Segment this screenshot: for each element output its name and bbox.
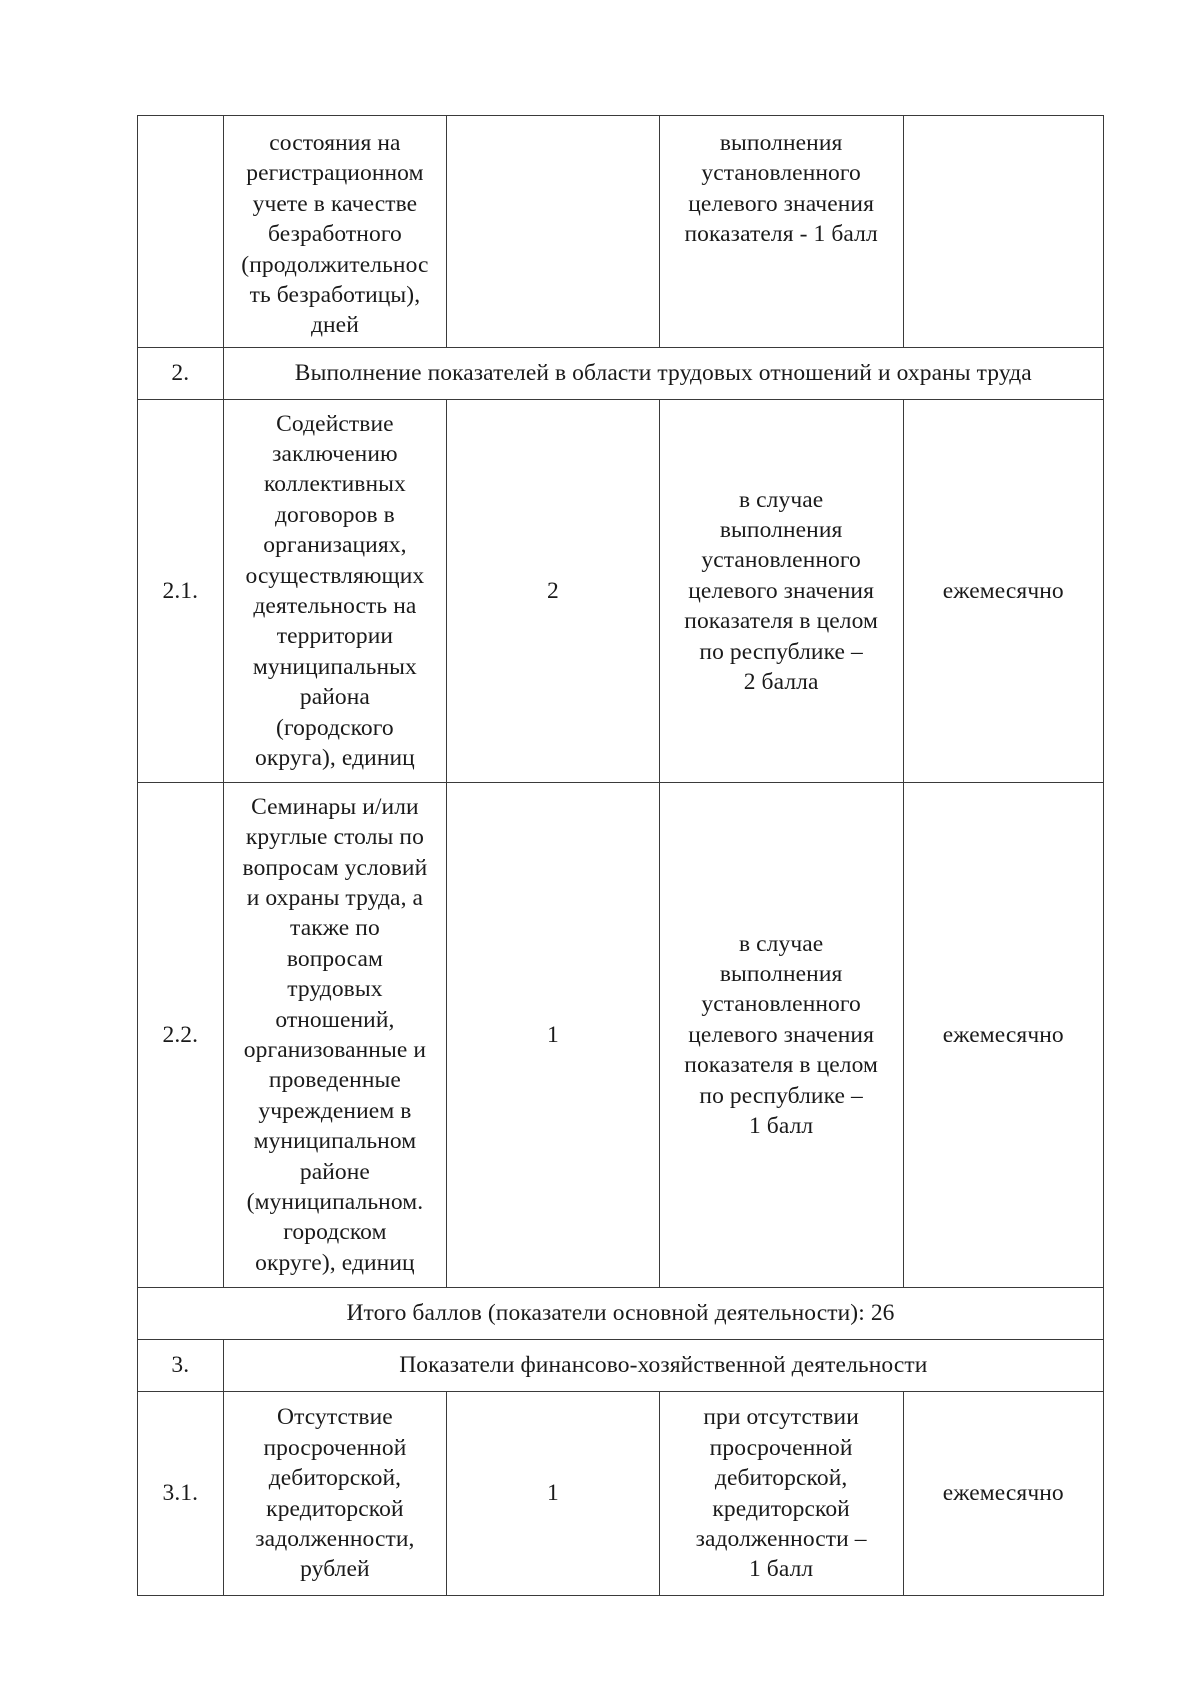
indicator-row <box>138 1392 1104 1596</box>
row-number-cell: 2.2. <box>138 783 224 1288</box>
condition-cell: выполнения установленного целевого значения показателя - 1 балл <box>659 116 903 348</box>
indicator-name-cell: Содействие заключению коллективных договоров в организациях, осуществляющих деятельность на территории муниципальных района (городского округа), единиц <box>223 400 447 783</box>
row-number-cell: 3.1. <box>138 1392 224 1596</box>
row-number-cell <box>138 116 224 348</box>
period-cell <box>903 116 1103 348</box>
period-cell: ежемесячно <box>903 783 1103 1288</box>
indicator-name-cell: состояния на регистрационном учете в качестве безработного (продолжительнос ть безработицы), дней <box>223 116 447 348</box>
points-cell: 1 <box>447 783 660 1288</box>
continuation-row <box>138 116 1104 348</box>
period-cell: ежемесячно <box>903 1392 1103 1596</box>
indicator-row <box>138 400 1104 783</box>
condition-cell: в случае выполнения установленного целевого значения показателя в целом по республике – 1 балл <box>659 783 903 1288</box>
points-cell: 1 <box>447 1392 660 1596</box>
indicators-table <box>137 115 1104 1596</box>
section-header-row <box>138 1340 1104 1392</box>
indicator-name-cell: Отсутствие просроченной дебиторской, кредиторской задолженности, рублей <box>223 1392 447 1596</box>
section-title: Выполнение показателей в области трудовых отношений и охраны труда <box>223 348 1103 400</box>
condition-cell: в случае выполнения установленного целевого значения показателя в целом по республике – 2 балла <box>659 400 903 783</box>
period-cell: ежемесячно <box>903 400 1103 783</box>
indicator-row <box>138 783 1104 1288</box>
points-cell: 2 <box>447 400 660 783</box>
condition-cell: при отсутствии просроченной дебиторской, кредиторской задолженности – 1 балл <box>659 1392 903 1596</box>
indicator-name-cell: Семинары и/или круглые столы по вопросам условий и охраны труда, а также по вопросам трудовых отношений, организованные и проведенные учреждением в муниципальном районе (муниципальном. городском округе), единиц <box>223 783 447 1288</box>
total-row <box>138 1288 1104 1340</box>
points-cell <box>447 116 660 348</box>
section-number: 2. <box>138 348 224 400</box>
total-text: Итого баллов (показатели основной деятельности): 26 <box>138 1288 1104 1340</box>
row-number-cell: 2.1. <box>138 400 224 783</box>
section-header-row <box>138 348 1104 400</box>
section-number: 3. <box>138 1340 224 1392</box>
section-title: Показатели финансово-хозяйственной деятельности <box>223 1340 1103 1392</box>
